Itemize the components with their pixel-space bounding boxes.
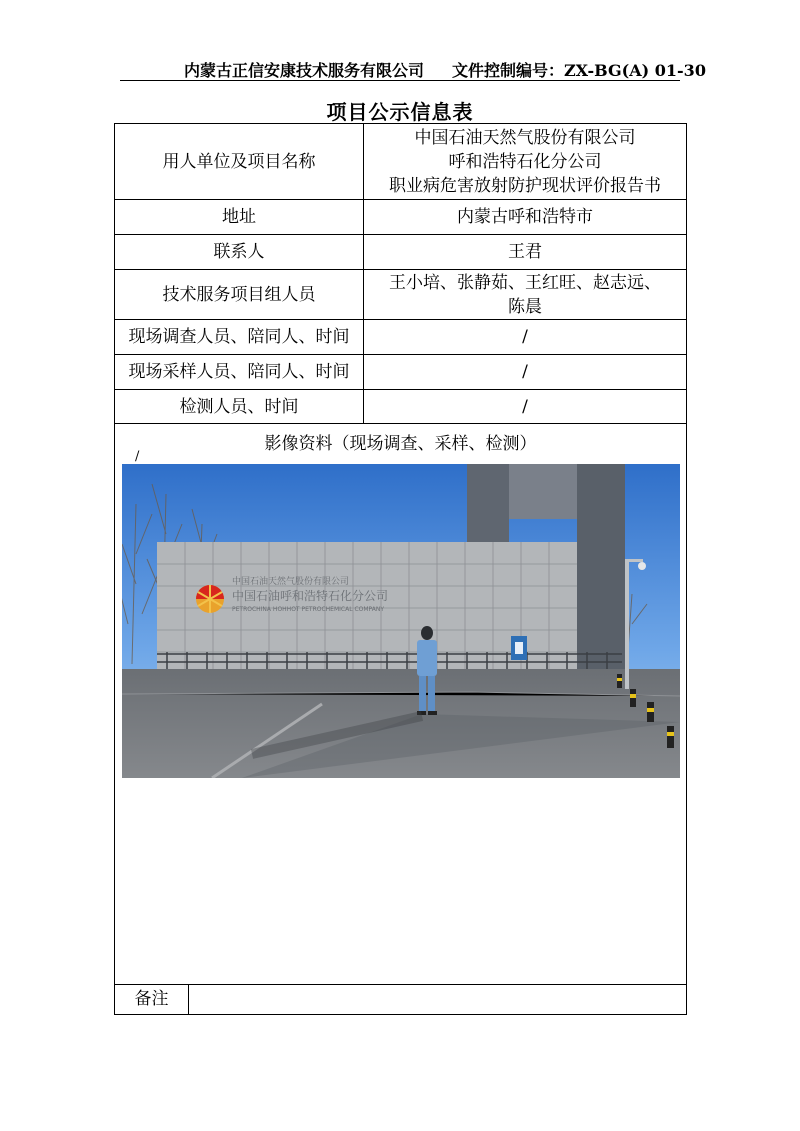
value-line: /: [522, 396, 528, 417]
value-line: 中国石油天然气股份有限公司: [414, 127, 636, 148]
value-line: 内蒙古呼和浩特市: [457, 207, 594, 227]
page-title: 项目公示信息表: [326, 100, 474, 124]
project-info-table: [114, 123, 687, 424]
value-line: 王小培、张静茹、王红旺、赵志远、: [389, 272, 662, 293]
value-line: /: [522, 362, 528, 382]
table-row: [115, 200, 687, 235]
row-value: [364, 320, 687, 355]
value-line: 王君: [508, 242, 543, 262]
notes-row: [114, 984, 687, 1015]
row-value: [364, 270, 687, 320]
row-label: 用人单位及项目名称: [115, 124, 364, 200]
row-value: [364, 235, 687, 270]
row-value: [364, 355, 687, 390]
table-row: [115, 235, 687, 270]
row-value: [364, 390, 687, 424]
row-value: [364, 124, 687, 200]
row-label: 技术服务项目组人员: [115, 270, 364, 320]
value-line: 呼和浩特石化分公司: [448, 151, 602, 172]
row-value: [364, 200, 687, 235]
row-label: 联系人: [115, 235, 364, 270]
document-control-number: 文件控制编号：ZX-BG(A) 01-30: [452, 61, 706, 80]
media-slash-mark: /: [135, 449, 140, 464]
value-line: 陈晨: [508, 296, 543, 317]
row-label: 地址: [115, 200, 364, 235]
value-line: 职业病危害放射防护现状评价报告书: [389, 175, 662, 196]
value-line: /: [522, 327, 528, 347]
table-row: [115, 270, 687, 320]
petrochina-logo-icon: [196, 585, 224, 613]
site-photo: [122, 464, 680, 778]
sign-line-1: 中国石油天然气股份有限公司: [232, 577, 350, 587]
table-row: [115, 390, 687, 424]
row-label: 现场采样人员、陪同人、时间: [115, 355, 364, 390]
table-row: [115, 320, 687, 355]
row-label: 检测人员、时间: [115, 390, 364, 424]
tower-right: [577, 464, 625, 669]
media-section: [114, 423, 687, 985]
notes-label: 备注: [115, 985, 189, 1014]
document-header: [120, 58, 706, 80]
company-name: 内蒙古正信安康技术服务有限公司: [184, 61, 425, 80]
row-label: 现场调查人员、陪同人、时间: [115, 320, 364, 355]
table-row: [115, 124, 687, 200]
sign-line-3: PETROCHINA HOHHOT PETROCHEMICAL COMPANY: [232, 606, 385, 613]
media-title: 影像资料（现场调查、采样、检测）: [264, 434, 537, 454]
table-row: [115, 355, 687, 390]
header-divider: [120, 80, 680, 81]
sign-line-2: 中国石油呼和浩特石化分公司: [232, 589, 389, 603]
